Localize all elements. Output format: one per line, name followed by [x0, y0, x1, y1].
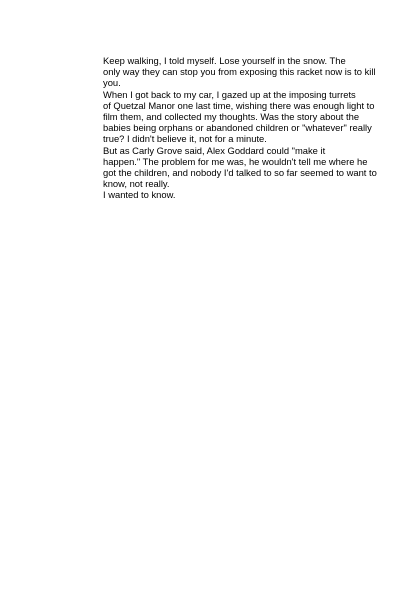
paragraph: [86, 145, 386, 190]
text-line: know, not really.: [103, 178, 170, 190]
text-line: only way they can stop you from exposing this racket now is to kill: [103, 66, 376, 78]
text-line: of Quetzal Manor one last time, wishing there was enough light to: [103, 99, 375, 111]
paragraph: [86, 55, 386, 89]
text-line: Keep walking, I told myself. Lose yourself in the snow. The: [103, 55, 346, 66]
text-line: I wanted to know.: [103, 189, 176, 201]
text-line: When I got back to my car, I gazed up at the imposing turrets: [103, 88, 356, 100]
text-line: got the children, and nobody I'd talked to so far seemed to want to: [103, 167, 377, 179]
text-line: true? I didn't believe it, not for a minute.: [103, 133, 267, 145]
body-text: [86, 55, 386, 201]
text-line: babies being orphans or abandoned children or "whatever" really: [103, 122, 372, 134]
text-line: But as Carly Grove said, Alex Goddard could "make it: [103, 144, 326, 156]
text-line: film them, and collected my thoughts. Was the story about the: [103, 111, 360, 123]
paragraph: [86, 89, 386, 145]
text-line: you.: [103, 77, 121, 89]
text-line: happen." The problem for me was, he wouldn't tell me where he: [103, 155, 368, 167]
paragraph: [86, 189, 386, 200]
